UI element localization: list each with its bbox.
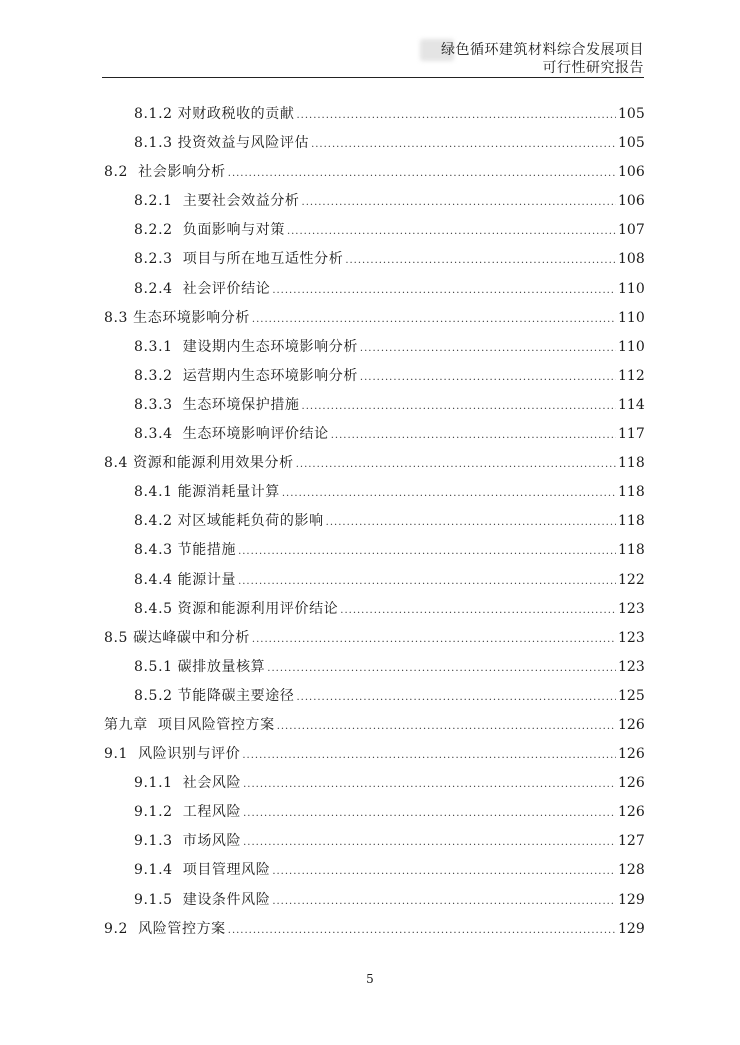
toc-entry[interactable]	[104, 566, 644, 595]
toc-entry-page: 126	[618, 746, 645, 763]
toc-entry[interactable]	[104, 711, 644, 740]
toc-entry-page: 110	[618, 280, 645, 297]
toc-leader-dots	[243, 828, 616, 857]
header-divider	[102, 77, 644, 78]
toc-leader-dots	[311, 130, 616, 159]
toc-entry-title: 8.5 碳达峰碳中和分析	[104, 629, 250, 646]
toc-entry-title: 8.2.4 社会评价结论	[134, 280, 271, 297]
toc-entry-page: 110	[618, 309, 645, 326]
toc-entry[interactable]	[104, 653, 644, 682]
toc-leader-dots	[331, 421, 616, 450]
toc-entry[interactable]	[104, 100, 644, 129]
toc-leader-dots	[252, 305, 616, 334]
toc-entry[interactable]	[104, 158, 644, 187]
toc-entry-page: 118	[618, 542, 645, 559]
toc-entry-title: 8.2.3 项目与所在地互适性分析	[134, 251, 344, 268]
toc-entry-page: 122	[618, 571, 645, 588]
toc-entry-title: 8.4.5 资源和能源利用评价结论	[134, 600, 339, 617]
toc-entry-page: 123	[618, 600, 645, 617]
toc-entry[interactable]	[104, 827, 644, 856]
toc-entry[interactable]	[104, 391, 644, 420]
toc-entry[interactable]	[104, 245, 644, 274]
table-of-contents	[104, 100, 644, 944]
toc-entry-title: 9.1.4 项目管理风险	[134, 862, 271, 879]
toc-entry-page: 105	[618, 135, 645, 152]
toc-entry[interactable]	[104, 420, 644, 449]
toc-entry-page: 105	[618, 106, 645, 122]
toc-entry-page: 127	[618, 833, 645, 850]
toc-leader-dots	[296, 450, 616, 479]
toc-entry-title: 8.2.1 主要社会效益分析	[134, 193, 300, 210]
toc-entry[interactable]	[104, 798, 644, 827]
toc-entry[interactable]	[104, 740, 644, 769]
toc-entry[interactable]	[104, 449, 644, 478]
toc-entry[interactable]	[104, 886, 644, 915]
toc-entry[interactable]	[104, 275, 644, 304]
toc-entry-page: 118	[618, 513, 645, 530]
toc-entry-title: 8.5.2 节能降碳主要途径	[134, 687, 295, 704]
toc-leader-dots	[345, 246, 616, 275]
toc-leader-dots	[238, 567, 616, 596]
toc-leader-dots	[267, 654, 616, 683]
toc-entry[interactable]	[104, 682, 644, 711]
toc-leader-dots	[243, 770, 616, 799]
toc-leader-dots	[272, 276, 616, 305]
toc-entry-title: 9.1.1 社会风险	[134, 775, 242, 792]
toc-entry-title: 8.2.2 负面影响与对策	[134, 222, 285, 239]
toc-leader-dots	[242, 741, 616, 770]
toc-entry-title: 9.1.2 工程风险	[134, 804, 242, 821]
toc-leader-dots	[277, 712, 616, 741]
toc-leader-dots	[326, 508, 616, 537]
toc-entry-page: 126	[618, 775, 645, 792]
toc-entry-page: 118	[618, 484, 645, 501]
toc-entry[interactable]	[104, 362, 644, 391]
toc-leader-dots	[238, 537, 616, 566]
toc-entry-title: 8.1.2 对财政税收的贡献	[134, 106, 295, 122]
toc-entry-page: 117	[618, 426, 645, 443]
toc-entry[interactable]	[104, 915, 644, 944]
toc-leader-dots	[287, 217, 616, 246]
toc-entry-page: 123	[618, 658, 645, 675]
toc-entry-page: 126	[618, 716, 645, 733]
toc-leader-dots	[296, 101, 616, 130]
toc-entry-title: 8.3.1 建设期内生态环境影响分析	[134, 338, 358, 355]
toc-entry[interactable]	[104, 129, 644, 158]
toc-entry-title: 第九章 项目风险管控方案	[104, 716, 275, 733]
toc-leader-dots	[282, 479, 616, 508]
toc-entry-title: 8.2 社会影响分析	[104, 164, 226, 181]
toc-entry-page: 114	[618, 396, 645, 413]
toc-entry[interactable]	[104, 624, 644, 653]
toc-entry-page: 112	[618, 367, 645, 384]
toc-entry-page: 106	[618, 193, 645, 210]
toc-entry-page: 106	[618, 164, 645, 181]
toc-entry-title: 8.3.3 生态环境保护措施	[134, 396, 300, 413]
toc-leader-dots	[272, 887, 616, 916]
toc-entry-title: 8.4.1 能源消耗量计算	[134, 484, 280, 501]
toc-entry-page: 118	[618, 455, 645, 472]
page-number: 5	[366, 972, 374, 986]
header-project-title: 绿色循环建筑材料综合发展项目	[441, 42, 644, 58]
toc-entry-title: 9.1.3 市场风险	[134, 833, 242, 850]
toc-leader-dots	[360, 334, 616, 363]
toc-entry[interactable]	[104, 216, 644, 245]
toc-entry-page: 128	[618, 862, 645, 879]
toc-entry-page: 123	[618, 629, 645, 646]
toc-entry-title: 8.4.2 对区域能耗负荷的影响	[134, 513, 324, 530]
toc-entry[interactable]	[104, 536, 644, 565]
toc-entry-title: 8.3 生态环境影响分析	[104, 309, 250, 326]
toc-entry-title: 8.4.4 能源计量	[134, 571, 237, 588]
page-header	[102, 0, 644, 77]
toc-entry-page: 129	[618, 891, 645, 908]
toc-leader-dots	[340, 596, 616, 625]
toc-entry-title: 9.2 风险管控方案	[104, 920, 226, 937]
toc-leader-dots	[252, 625, 616, 654]
toc-entry-title: 9.1 风险识别与评价	[104, 746, 241, 763]
toc-entry-title: 8.5.1 碳排放量核算	[134, 658, 266, 675]
toc-leader-dots	[296, 683, 616, 712]
toc-entry[interactable]	[104, 856, 644, 885]
toc-entry-title: 8.1.3 投资效益与风险评估	[134, 135, 310, 152]
toc-leader-dots	[302, 188, 616, 217]
toc-entry[interactable]	[104, 595, 644, 624]
toc-entry-title: 9.1.5 建设条件风险	[134, 891, 271, 908]
toc-leader-dots	[228, 159, 616, 188]
toc-entry[interactable]	[104, 304, 644, 333]
toc-entry-title: 8.3.2 运营期内生态环境影响分析	[134, 367, 358, 384]
toc-entry[interactable]	[104, 478, 644, 507]
toc-entry-title: 8.4 资源和能源利用效果分析	[104, 455, 294, 472]
toc-entry[interactable]	[104, 333, 644, 362]
toc-leader-dots	[243, 799, 616, 828]
toc-entry-title: 8.4.3 节能措施	[134, 542, 237, 559]
toc-entry-page: 125	[618, 687, 645, 704]
toc-entry-page: 126	[618, 804, 645, 821]
toc-leader-dots	[302, 392, 616, 421]
toc-entry[interactable]	[104, 187, 644, 216]
header-report-type: 可行性研究报告	[542, 60, 644, 76]
toc-leader-dots	[360, 363, 616, 392]
toc-entry-page: 110	[618, 338, 645, 355]
toc-leader-dots	[228, 916, 616, 945]
toc-leader-dots	[272, 857, 616, 886]
toc-entry-page: 108	[618, 251, 645, 268]
toc-entry[interactable]	[104, 769, 644, 798]
toc-entry[interactable]	[104, 507, 644, 536]
toc-entry-page: 129	[618, 920, 645, 937]
toc-entry-page: 107	[618, 222, 645, 239]
toc-entry-title: 8.3.4 生态环境影响评价结论	[134, 426, 329, 443]
